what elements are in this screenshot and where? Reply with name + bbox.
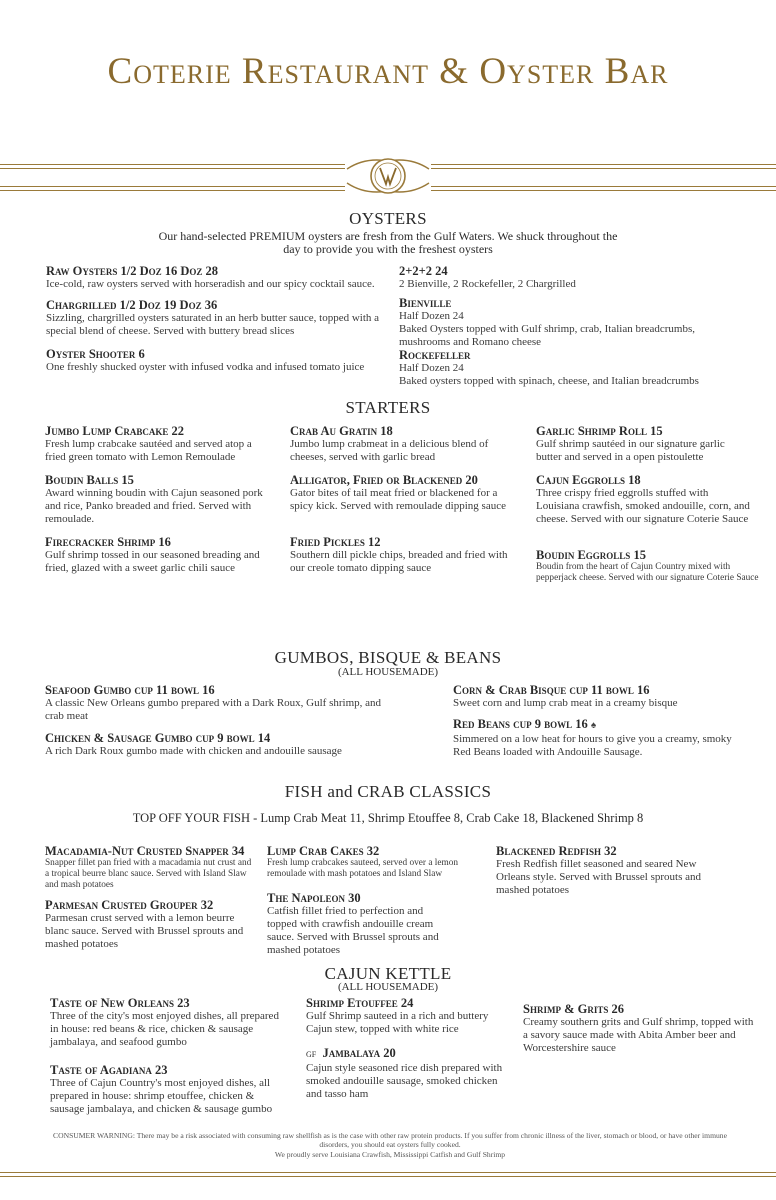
item-name: Taste of New Orleans 23 [50,996,190,1010]
item-desc: Three crispy fried eggrolls stuffed with Louisiana crawfish, smoked andouille, corn, and cheese. Served with our signature Coterie Sauce [536,487,750,525]
pepper-icon: ♠ [590,720,597,731]
fish-item [267,891,452,957]
starters-heading: STARTERS [345,398,431,417]
cajun-item [50,996,290,1049]
item-name: Boudin Eggrolls 15 [536,548,646,562]
starter-item [45,535,270,575]
item-desc: Three of the city's most enjoyed dishes, all prepared in house: red beans & rice, chicken & sausage jambalaya, and seafood gumbo [50,1010,279,1048]
item-desc: Creamy southern grits and Gulf shrimp, topped with a savory sauce made with Abita Amber beer and Worcestershire sauce [523,1016,754,1054]
item-desc: Cajun style seasoned rice dish prepared with smoked andouille sausage, smoked chicken and tasso ham [306,1062,503,1100]
item-desc: 2 Bienville, 2 Rockefeller, 2 Chargrilled [399,278,576,290]
item-name: Cajun Eggrolls 18 [536,473,641,487]
item-name: Raw Oysters 1/2 Doz 16 Doz 28 [46,264,219,278]
item-name: Chargrilled 1/2 Doz 19 Doz 36 [46,298,218,312]
cajun-item [523,1002,758,1055]
fish-item [267,844,467,880]
sourcing-note: We proudly serve Louisiana Crawfish, Mississippi Catfish and Gulf Shrimp [274,1150,506,1159]
item-name: Blackened Redfish 32 [496,844,617,858]
cajun-subheading: (ALL HOUSEMADE) [337,981,439,993]
item-price: Half Dozen 24 [399,362,464,374]
oyster-item-rockefeller [399,348,729,388]
item-name: The Napoleon 30 [267,891,361,905]
item-name: Lump Crab Cakes 32 [267,844,380,858]
cajun-item [50,1063,290,1116]
item-name: Seafood Gumbo cup 11 bowl 16 [45,683,215,697]
fish-heading: FISH and CRAB CLASSICS [284,782,492,801]
topoff-line: TOP OFF YOUR FISH - Lump Crab Meat 11, Shrimp Etouffee 8, Crab Cake 18, Blackened Shrimp 8 [132,811,644,825]
item-desc: Three of Cajun Country's most enjoyed dishes, all prepared in house: shrimp etouffee, chicken & sausage jambalaya, and chicken & sausage gumbo [50,1077,273,1115]
cajun-item [306,1046,511,1101]
item-name-text: Red Beans cup 9 bowl 16 [453,717,588,731]
item-desc: Southern dill pickle chips, breaded and fried with our creole tomato dipping sauce [290,549,508,574]
starter-item [290,473,515,513]
item-name: Shrimp & Grits 26 [523,1002,624,1016]
restaurant-title: Coterie Restaurant & Oyster Bar [107,51,669,92]
gumbo-item [45,683,385,723]
item-desc: Snapper fillet pan fried with a macadamia nut crust and a tropical beurre blanc sauce. Served with Island Slaw and mash potatoes [45,858,252,890]
starter-item [536,424,751,464]
starter-item [536,473,751,526]
item-name: Bienville [399,296,452,310]
item-name: Crab Au Gratin 18 [290,424,393,438]
footer-divider [0,1172,776,1173]
oyster-item-222 [399,264,729,291]
item-desc: Catfish fillet fried to perfection and topped with crawfish andouille cream sauce. Served with Brussel sprouts and mashed potatoes [267,905,439,956]
oyster-item-shooter [46,347,386,374]
fish-item [45,844,255,891]
oysters-heading: OYSTERS [349,209,427,228]
item-desc: Gator bites of tail meat fried or blackened for a spicy kick. Served with remoulade dipping sauce [290,487,506,512]
item-name: Garlic Shrimp Roll 15 [536,424,663,438]
gumbo-item [453,683,743,710]
item-desc: Gulf shrimp sautéed in our signature garlic butter and served in a open pistoulette [536,438,725,463]
item-desc: A rich Dark Roux gumbo made with chicken and andouille sausage [45,745,342,757]
item-desc: Award winning boudin with Cajun seasoned pork and rice, Panko breaded and fried. Served with remoulade. [45,487,263,525]
starter-item [290,424,515,464]
gumbo-item [453,717,743,759]
item-name: Rockefeller [399,348,471,362]
item-desc: Fresh lump crabcakes sauteed, served over a lemon remoulade with mash potatoes and Island Slaw [267,858,459,879]
item-desc: A classic New Orleans gumbo prepared with a Dark Roux, Gulf shrimp, and crab meat [45,697,382,722]
item-desc: Boudin from the heart of Cajun Country mixed with pepperjack cheese. Served with our signature Coterie Sauce [536,562,759,583]
item-desc: Sweet corn and lump crab meat in a creamy bisque [453,697,678,709]
fish-item [496,844,721,897]
item-name-text: Jambalaya 20 [322,1046,396,1060]
cajun-heading: CAJUN KETTLE [324,964,452,983]
item-name: Shrimp Etouffee 24 [306,996,414,1010]
item-desc: Jumbo lump crabmeat in a delicious blend of cheeses, served with garlic bread [290,438,489,463]
item-name: 2+2+2 24 [399,264,448,278]
cajun-item [306,996,511,1036]
item-name [453,717,743,733]
item-desc: Parmesan crust served with a lemon beurre blanc sauce. Served with Brussel sprouts and mashed potatoes [45,912,244,950]
item-name: Macadamia-Nut Crusted Snapper 34 [45,844,245,858]
item-name: Jumbo Lump Crabcake 22 [45,424,184,438]
item-name: Parmesan Crusted Grouper 32 [45,898,214,912]
item-name: Corn & Crab Bisque cup 11 bowl 16 [453,683,650,697]
item-desc: Ice-cold, raw oysters served with horseradish and our spicy cocktail sauce. [46,278,375,290]
starter-item [536,548,766,584]
item-name [306,1046,511,1062]
starter-item [45,424,270,464]
item-desc: Baked oysters topped with spinach, cheese, and Italian breadcrumbs [399,375,699,387]
item-name: Firecracker Shrimp 16 [45,535,171,549]
item-desc: One freshly shucked oyster with infused vodka and infused tomato juice [46,361,365,373]
crest-monogram-icon [345,151,431,201]
gumbos-subheading: (ALL HOUSEMADE) [337,666,439,678]
consumer-warning: CONSUMER WARNING: There may be a risk associated with consuming raw shellfish as is the case with other raw protein products. If you suffer from chronic illness of the liver, stomach or blood, or have other immune disorders, you should eat oysters fully cooked. [53,1131,727,1149]
oyster-item-raw [46,264,386,291]
item-name: Taste of Agadiana 23 [50,1063,168,1077]
fish-item [45,898,260,951]
item-name: Alligator, Fried or Blackened 20 [290,473,478,487]
item-desc: Simmered on a low heat for hours to give you a creamy, smoky Red Beans loaded with Andouille Sausage. [453,733,732,758]
item-name: Chicken & Sausage Gumbo cup 9 bowl 14 [45,731,271,745]
item-desc: Gulf shrimp tossed in our seasoned breading and fried, glazed with a sweet garlic chili sauce [45,549,260,574]
item-desc: Fresh lump crabcake sautéed and served atop a fried green tomato with Lemon Remoulade [45,438,252,463]
oyster-item-chargrilled [46,298,386,338]
item-name: Boudin Balls 15 [45,473,134,487]
oyster-item-bienville [399,296,729,349]
item-desc: Fresh Redfish fillet seasoned and seared New Orleans style. Served with Brussel sprouts and mashed potatoes [496,858,701,896]
gumbo-item [45,731,385,758]
item-name: Oyster Shooter 6 [46,347,145,361]
gf-prefix: GF [306,1050,317,1059]
item-price: Half Dozen 24 [399,310,464,322]
item-desc: Gulf Shrimp sauteed in a rich and buttery Cajun stew, topped with white rice [306,1010,489,1035]
starter-item [290,535,515,575]
gumbos-heading: GUMBOS, BISQUE & BEANS [274,648,502,667]
footer-divider-2 [0,1176,776,1177]
item-desc: Sizzling, chargrilled oysters saturated in an herb butter sauce, topped with a special blend of cheese. Served with buttery bread slices [46,312,380,337]
item-name: Fried Pickles 12 [290,535,381,549]
item-desc: Baked Oysters topped with Gulf shrimp, crab, Italian breadcrumbs, mushrooms and Romano cheese [399,323,696,348]
starter-item [45,473,270,526]
oysters-intro: Our hand-selected PREMIUM oysters are fresh from the Gulf Waters. We shuck throughout the day to provide you with the freshest oysters [158,229,618,256]
